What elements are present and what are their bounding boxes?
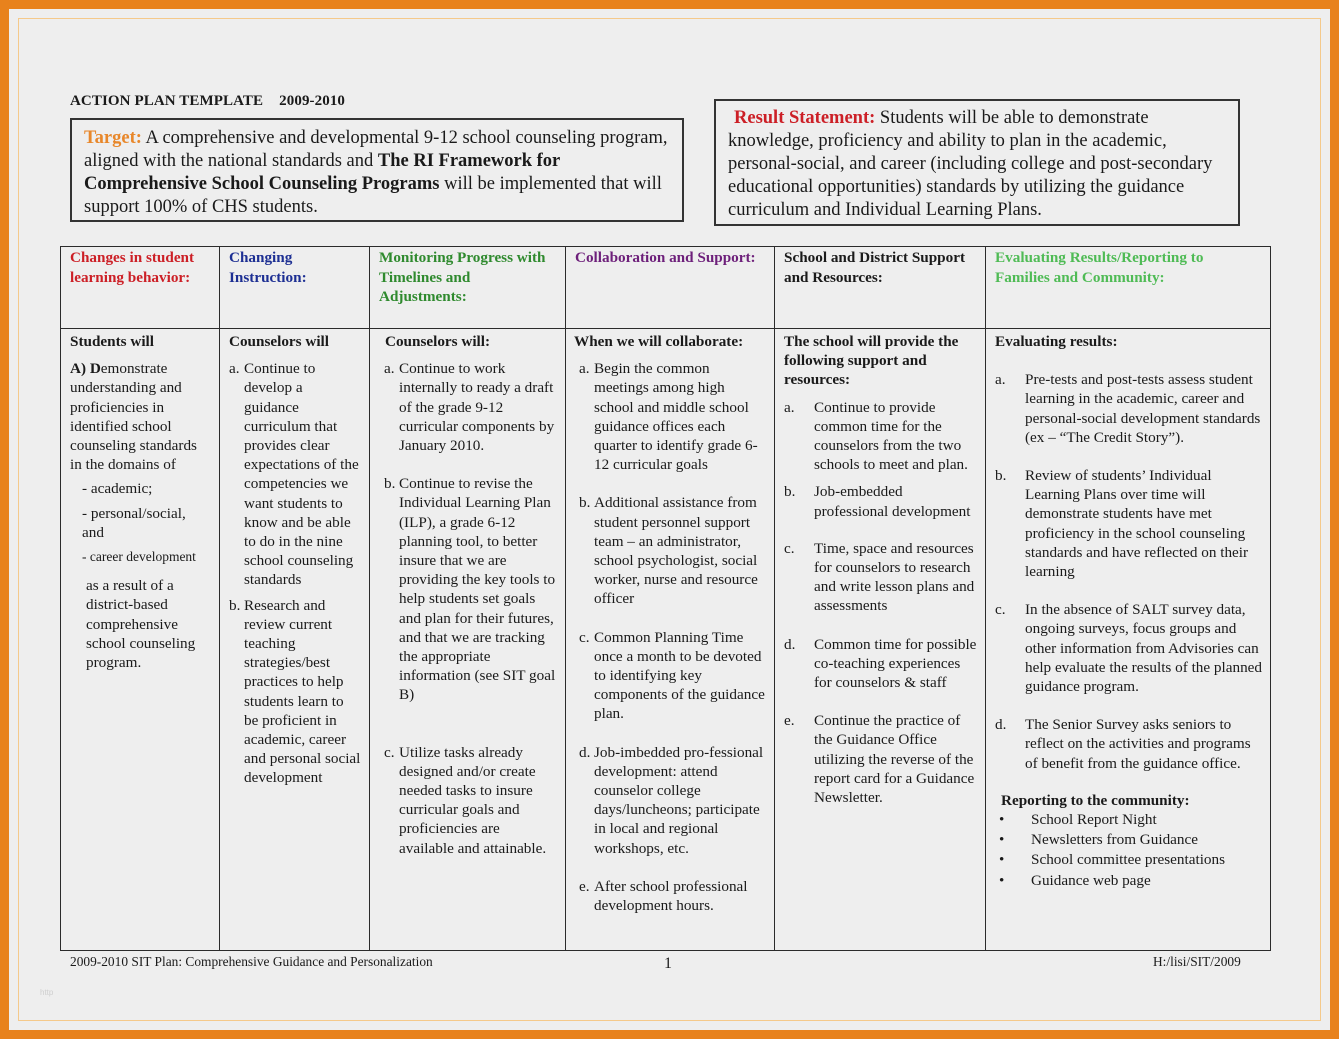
cell-subheader: Counselors will:	[385, 333, 491, 350]
bullet-icon: •	[999, 811, 1005, 829]
list-item	[995, 600, 1262, 696]
reporting-item-text: Guidance web page	[1031, 871, 1151, 889]
item-text: Continue to revise the Individual Learning Plan (ILP), a grade 6-12 planning tool, to better insure that we are providing the key tools to help students set goals and plan for their futures, and that we are tracking the appropriate information (see SIT goal B)	[399, 475, 556, 704]
cell-subheader: Counselors will	[229, 333, 329, 350]
target-text-2: will be implemented that will support 100% of CHS students.	[84, 174, 662, 217]
item-label: d.	[579, 743, 591, 761]
reporting-item	[995, 810, 1262, 830]
list-item	[784, 635, 977, 693]
item-text: Pre-tests and post-tests assess student learning in the academic, career and personal-social development standards (ex – “The Credit Story”).	[1025, 371, 1261, 446]
item-text: Common Planning Time once a month to be devoted to identifying key components of the guidance plan.	[594, 628, 765, 723]
list-item	[995, 466, 1262, 581]
item-label: a.	[784, 398, 795, 416]
item-label: a.	[995, 371, 1006, 389]
item-label: b.	[579, 494, 591, 512]
item-text: Research and review current teaching strategies/best practices to help students learn to be proficient in academic, career and personal social development	[244, 596, 361, 787]
item-label: c.	[784, 539, 795, 557]
result-statement-text: Students will be able to demonstrate knowledge, proficiency and ability to plan in the academic, personal-social, and career (including college and post-secondary educational opportunities) standards by utilizing the guidance curriculum and Individual Learning Plans.	[728, 108, 1213, 220]
outcome-closing: as a result of a district-based comprehensive school counseling program.	[86, 577, 196, 672]
item-text: The Senior Survey asks seniors to reflect on the activities and programs of benefit from the guidance office.	[1025, 716, 1251, 772]
list-item	[784, 482, 977, 520]
item-text: Begin the common meetings among high school and middle school guidance offices each quarter to identify grade 6-12 curricular goals	[594, 360, 758, 474]
item-label: c.	[384, 743, 395, 761]
bullet-icon: •	[999, 871, 1005, 889]
faint-watermark: http	[40, 988, 54, 997]
result-statement-label: Result Statement:	[734, 108, 876, 128]
table-body-row	[61, 329, 1271, 951]
list-item	[579, 743, 766, 858]
list-item	[579, 877, 766, 915]
list-item	[784, 711, 977, 807]
list-item	[229, 359, 361, 589]
item-label: a.	[229, 360, 240, 378]
item-label: c.	[579, 628, 590, 646]
item-text: Job-imbedded pro-fessional development: attend counselor college days/luncheons; participate in local and regional workshops, etc.	[594, 743, 764, 857]
list-item	[784, 539, 977, 616]
item-text: Time, space and resources for counselors to research and write lesson plans and assessments	[814, 539, 975, 615]
domain-item: - career development	[82, 549, 196, 565]
list-item	[579, 628, 766, 724]
item-text: Common time for possible co-teaching experiences for counselors & staff	[814, 635, 977, 692]
list-item	[384, 474, 557, 704]
reporting-heading: Reporting to the community:	[1001, 791, 1190, 809]
item-text: Continue to develop a guidance curriculum that provides clear expectations of the competencies we want students to know and be able to do in the nine school counseling standards	[244, 360, 359, 589]
cell-collaboration	[566, 329, 775, 951]
item-label: b.	[229, 596, 241, 614]
item-label: a.	[384, 360, 395, 378]
item-label: b.	[784, 483, 796, 501]
footer-plan-title: 2009-2010 SIT Plan: Comprehensive Guidance and Personalization	[70, 954, 433, 969]
domain-item: - personal/social, and	[82, 504, 186, 541]
item-label: d.	[784, 635, 796, 653]
cell-counselors-will	[220, 329, 370, 951]
list-item	[995, 370, 1262, 447]
header-evaluating-results: Evaluating Results/Reporting to Families and Community:	[986, 247, 1271, 329]
result-statement-box	[714, 99, 1240, 226]
item-text: In the absence of SALT survey data, ongoing surveys, focus groups and other information from Advisories can help evaluate the results of the planned guidance program.	[1025, 601, 1263, 696]
reporting-item-text: School committee presentations	[1031, 851, 1226, 869]
reporting-item	[995, 871, 1262, 891]
item-text: Utilize tasks already designed and/or create needed tasks to insure curricular goals and proficiencies are available and attainable.	[399, 743, 547, 857]
cell-monitoring-progress	[370, 329, 566, 951]
reporting-item	[995, 850, 1262, 870]
cell-subheader: Evaluating results:	[995, 333, 1118, 350]
header-school-district-support: School and District Support and Resources:	[775, 247, 986, 329]
target-box	[70, 118, 684, 222]
item-text: Continue to provide common time for the counselors from the two schools to meet and plan.	[814, 398, 968, 474]
list-item	[384, 743, 557, 858]
cell-subheader: The school will provide the following support and resources:	[784, 333, 959, 389]
list-item	[384, 359, 557, 455]
reporting-item-text: School Report Night	[1031, 811, 1157, 829]
cell-students-will	[61, 329, 220, 951]
item-text: After school professional development hours.	[594, 877, 748, 915]
header-changes-in-student-learning: Changes in student learning behavior:	[61, 247, 220, 329]
action-plan-table	[60, 246, 1271, 951]
outcome-label: A) D	[70, 360, 101, 378]
outcome-text: emonstrate understanding and proficiencies in identified school counseling standards in the domains of	[70, 360, 197, 474]
reporting-list	[995, 810, 1262, 891]
document-title-text: ACTION PLAN TEMPLATE	[70, 93, 264, 109]
target-label: Target:	[84, 128, 142, 148]
footer-page-number: 1	[664, 955, 672, 972]
cell-subheader: When we will collaborate:	[574, 333, 744, 350]
item-label: a.	[579, 360, 590, 378]
item-label: c.	[995, 601, 1006, 619]
header-monitoring-progress: Monitoring Progress with Timelines and Adjustments:	[370, 247, 566, 329]
cell-school-support	[775, 329, 986, 951]
item-label: e.	[784, 712, 795, 730]
domain-item: - academic;	[82, 480, 153, 498]
cell-subheader: Students will	[70, 333, 154, 350]
item-text: Continue the practice of the Guidance Office utilizing the reverse of the report card for a Guidance Newsletter.	[814, 712, 975, 807]
list-item	[995, 715, 1262, 773]
target-text-1: A comprehensive and developmental 9-12 school counseling program, aligned with the national standards and	[84, 128, 668, 171]
item-text: Job-embedded professional development	[814, 483, 971, 520]
list-item	[579, 493, 766, 608]
bullet-icon: •	[999, 851, 1005, 869]
item-label: d.	[995, 716, 1007, 734]
item-label: b.	[384, 475, 396, 493]
reporting-item-text: Newsletters from Guidance	[1031, 831, 1199, 849]
header-changing-instruction: Changing Instruction:	[220, 247, 370, 329]
item-text: Review of students’ Individual Learning Plans over time will demonstrate students have met proficiency in the school counseling standards and have reflected on their learning	[1025, 467, 1249, 581]
table-header-row	[61, 247, 1271, 329]
item-label: e.	[579, 877, 590, 895]
reporting-item	[995, 830, 1262, 850]
list-item	[579, 359, 766, 474]
footer-file-path: H:/lisi/SIT/2009	[1153, 954, 1241, 969]
bullet-icon: •	[999, 831, 1005, 849]
student-outcome	[70, 359, 211, 474]
list-item	[229, 596, 361, 788]
item-text: Additional assistance from student personnel support team – an administrator, school psychologist, social worker, nurse and resource officer	[594, 494, 758, 608]
cell-evaluating-results	[986, 329, 1271, 951]
item-text: Continue to work internally to ready a draft of the grade 9-12 curricular components by January 2010.	[399, 360, 555, 455]
header-collaboration-support: Collaboration and Support:	[566, 247, 775, 329]
document-year: 2009-2010	[279, 93, 346, 109]
document-title	[70, 93, 345, 110]
target-framework-name: The RI Framework for Comprehensive School Counseling Programs	[84, 151, 560, 194]
item-label: b.	[995, 467, 1007, 485]
list-item	[784, 398, 977, 475]
